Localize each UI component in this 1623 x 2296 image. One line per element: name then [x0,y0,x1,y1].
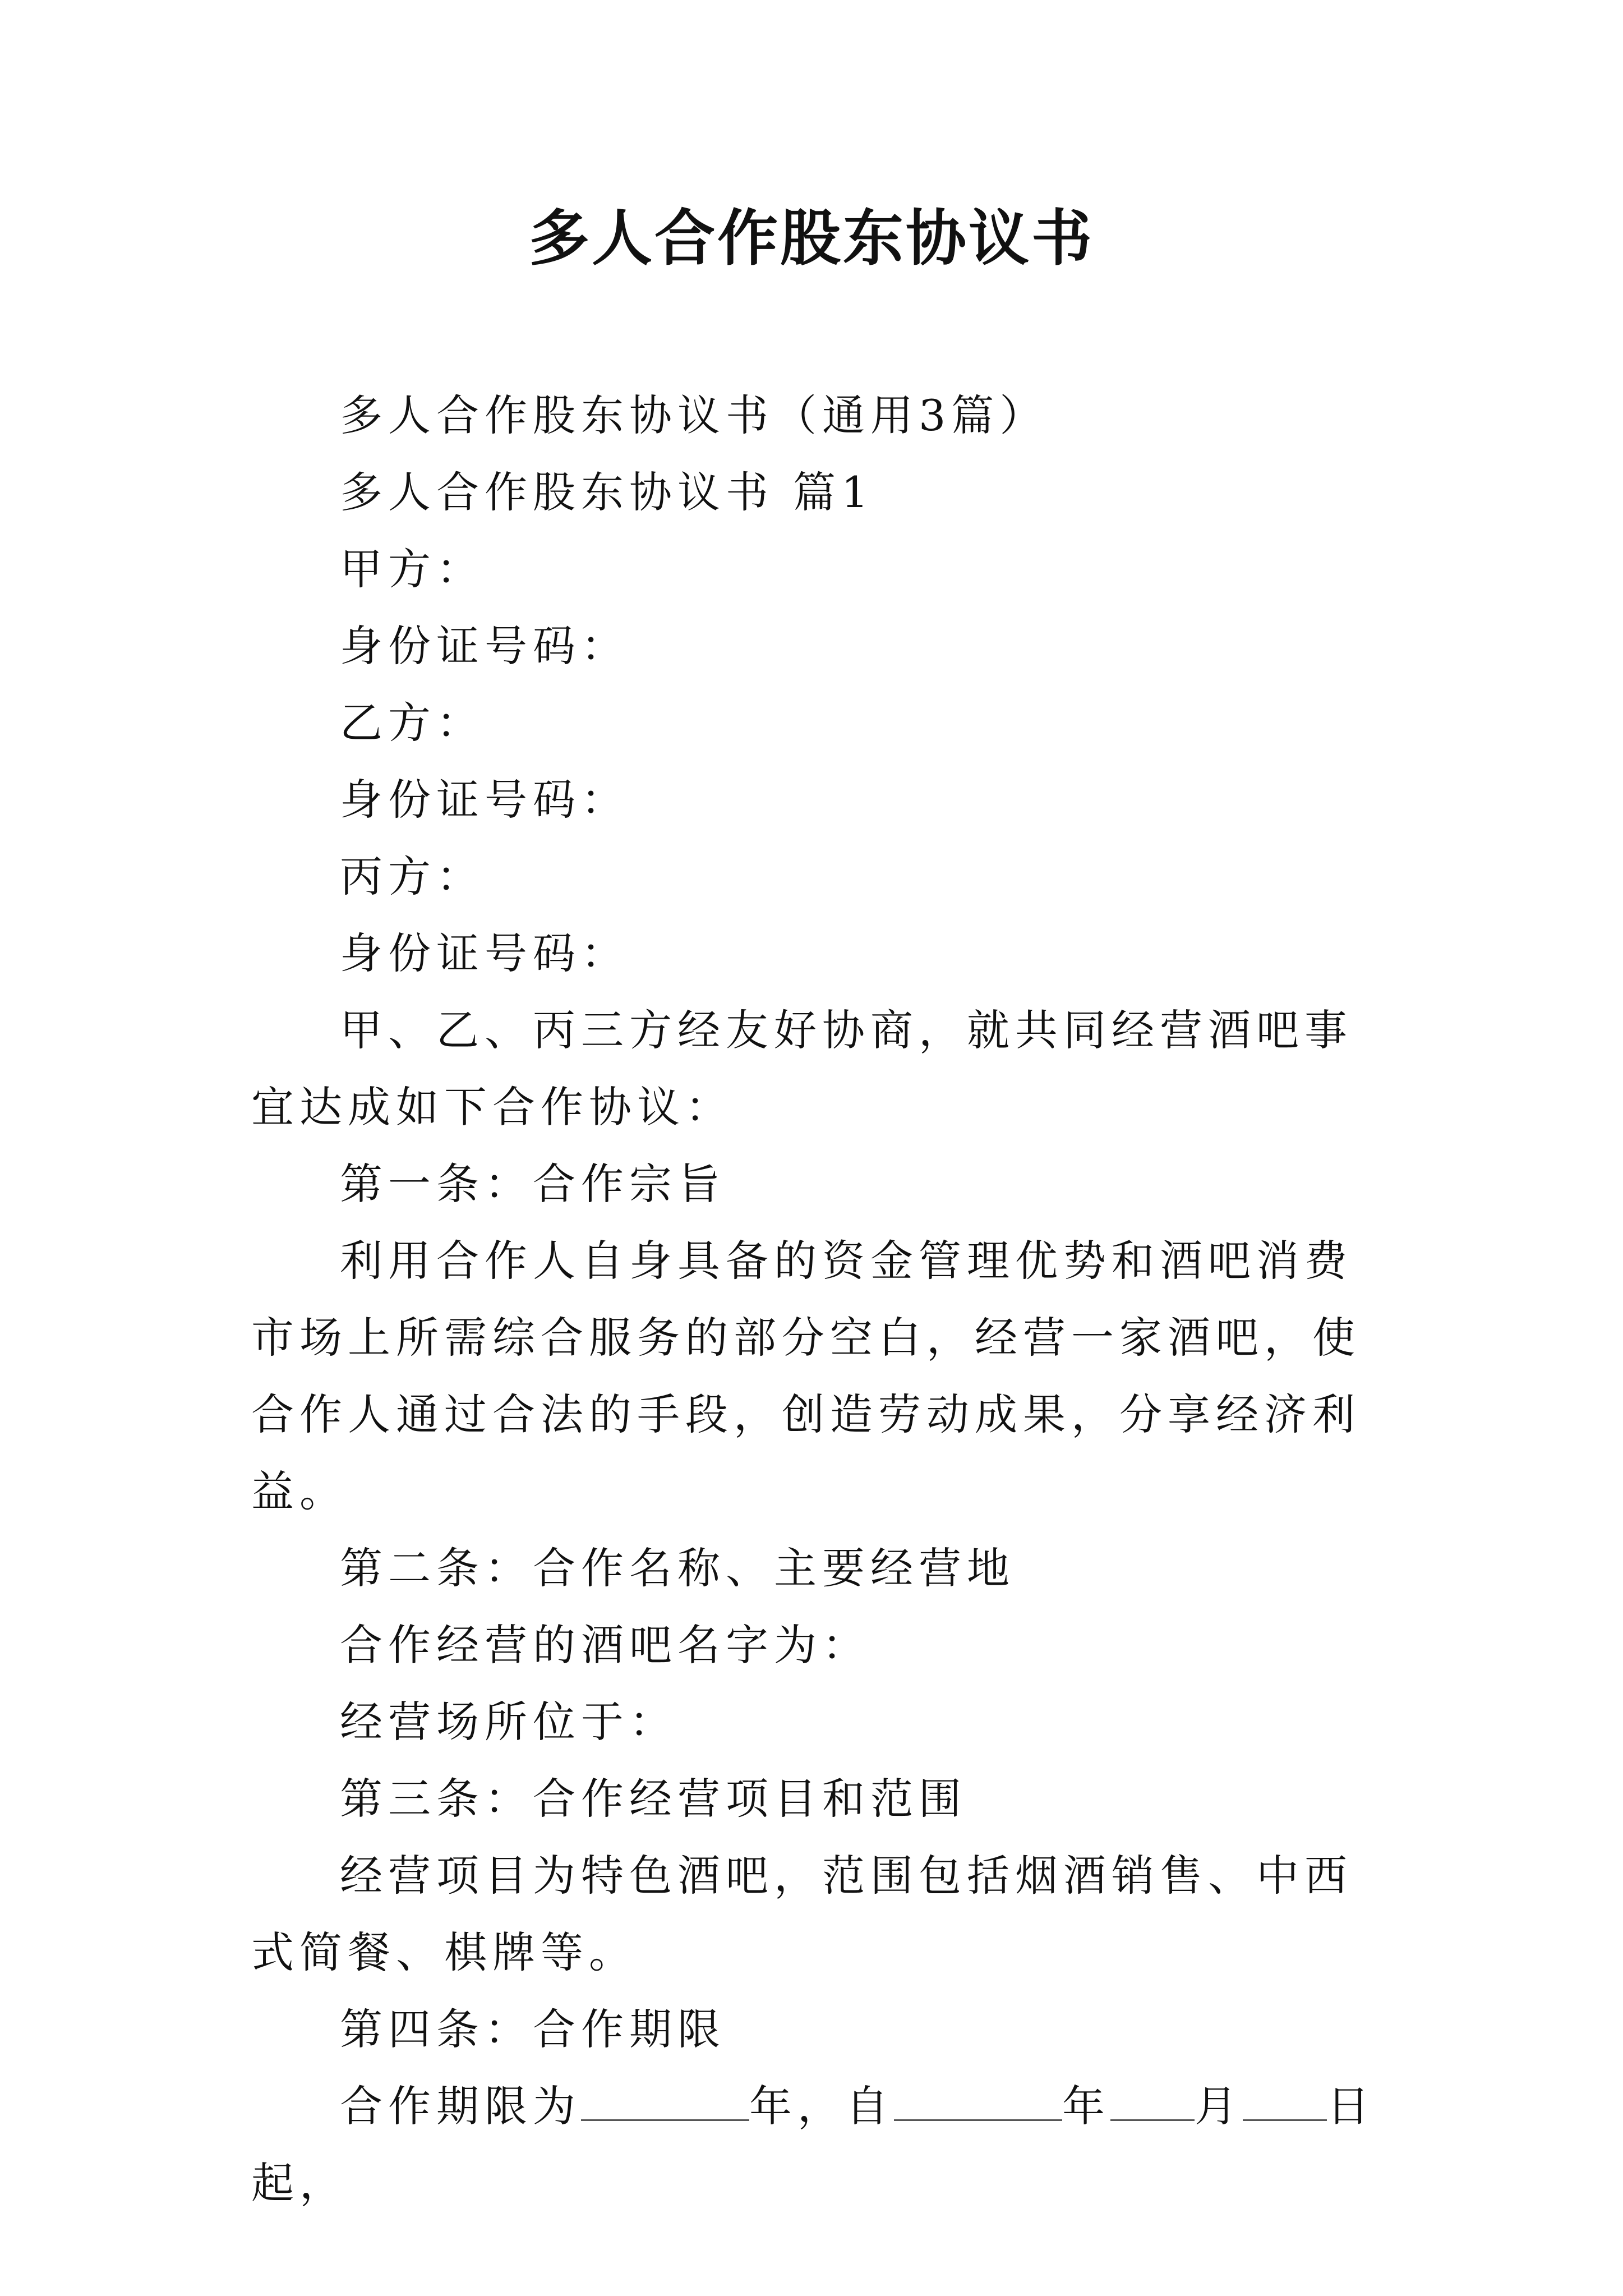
paragraph: 身份证号码： [340,621,629,671]
paragraph: 利用合作人自身具备的资金管理优势和酒吧消费市场上所需综合服务的部分空白，经营一家酒吧，使合作人通过合法的手段，创造劳动成果，分享经济利益。 [251,1236,1361,1516]
paragraph: 多人合作股东协议书（通用3篇） [340,390,1048,440]
term-text-4: 月 [1195,2081,1243,2131]
paragraph: 合作经营的酒吧名字为： [340,1620,870,1670]
term-line [251,2068,1395,2221]
document-body [251,377,1395,2221]
paragraph: 多人合作股东协议书 篇1 [340,467,874,517]
blank-years [581,2080,749,2121]
blank-start-day [1243,2080,1327,2121]
term-text-2: 年，自 [749,2081,894,2131]
section-heading: 第四条：合作期限 [340,2004,726,2054]
document-title: 多人合作股东协议书 [528,203,1094,274]
paragraph: 身份证号码： [340,775,629,825]
paragraph: 甲、乙、丙三方经友好协商，就共同经营酒吧事宜达成如下合作协议： [251,1005,1353,1132]
paragraph: 身份证号码： [340,928,629,978]
paragraph: 丙方： [340,852,485,901]
section-heading: 第二条：合作名称、主要经营地 [340,1543,1015,1593]
paragraph: 经营项目为特色酒吧，范围包括烟酒销售、中西式简餐、棋牌等。 [251,1851,1353,1977]
term-text-3: 年 [1062,2081,1110,2131]
section-heading: 第一条：合作宗旨 [340,1159,726,1209]
blank-start-month [1110,2080,1195,2121]
term-text-5: 日起， [251,2081,1375,2208]
section-heading: 第三条：合作经营项目和范围 [340,1774,967,1824]
paragraph: 甲方： [340,544,485,594]
paragraph: 乙方： [340,698,485,748]
paragraph: 经营场所位于： [340,1697,677,1747]
term-text-1: 合作期限为 [340,2081,581,2131]
blank-start-year [894,2080,1062,2121]
